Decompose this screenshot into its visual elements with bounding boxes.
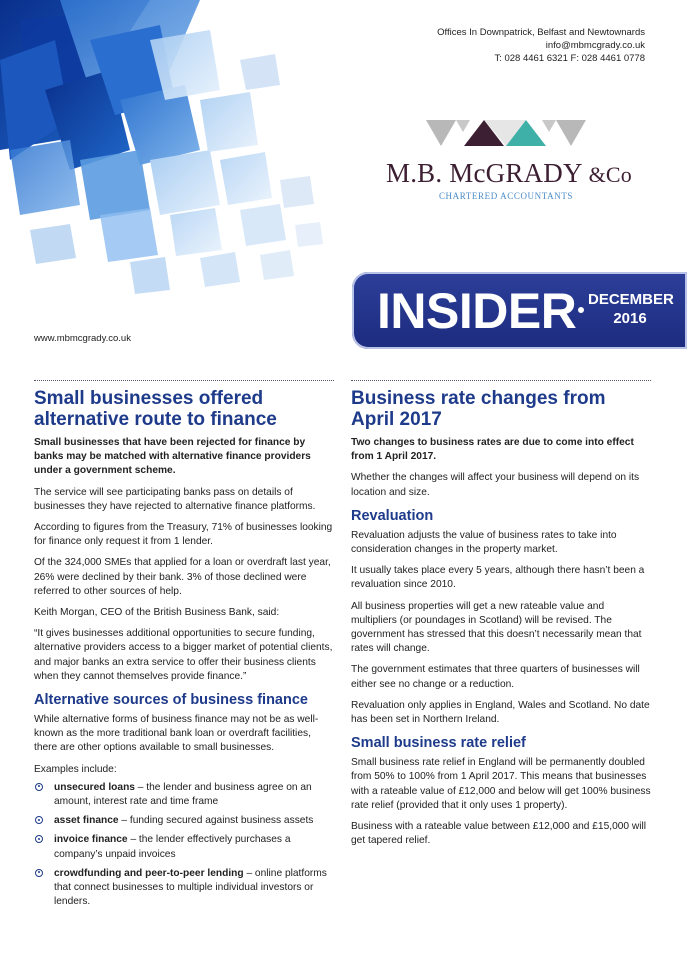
left-article-title: Small businesses offered alternative route to finance xyxy=(34,388,277,430)
left-divider xyxy=(34,380,334,381)
left-subheading: Alternative sources of business finance xyxy=(34,692,308,709)
bullet-icon xyxy=(35,835,43,843)
left-paragraph-4: Keith Morgan, CEO of the British Business Bank, said: xyxy=(34,607,280,619)
right-paragraph-5: The government estimates that three quarters of businesses will either see no change or a reduction. xyxy=(351,664,640,690)
insider-banner xyxy=(352,272,687,349)
company-logo xyxy=(386,120,633,201)
list-item xyxy=(34,833,334,861)
list-item xyxy=(34,867,334,910)
right-paragraph-7: Small business rate relief in England will be permanently doubled from 50% to 100% from 1 April 2017. This means that businesses with a rateable value of £12,000 and below will get 100% business rate relief (provided that it only uses 1 property). xyxy=(351,757,651,811)
right-paragraph-1: Whether the changes will affect your business will depend on its location and size. xyxy=(351,472,640,498)
left-article xyxy=(34,388,334,914)
office-locations: Offices In Downpatrick, Belfast and Newtownards xyxy=(437,27,645,38)
right-article-title: Business rate changes from April 2017 xyxy=(351,388,606,430)
right-article-lead: Two changes to business rates are due to come into effect from 1 April 2017. xyxy=(351,437,634,463)
email-address[interactable]: info@mbmcgrady.co.uk xyxy=(545,40,645,51)
banner-month: DECEMBER xyxy=(588,291,674,308)
phone-fax: T: 028 4461 6321 F: 028 4461 0778 xyxy=(494,53,645,64)
list-item-term: asset finance xyxy=(54,815,119,827)
left-quote: “It gives businesses additional opportunities to secure funding, alternative providers access to a bigger market of potential clients, and major banks an extra service to offer their business clients when they cannot themselves provide finance.” xyxy=(34,628,333,682)
right-paragraph-4: All business properties will get a new rateable value and multipliers (or poundages in Scotland) will be revised. The government has stressed that this doesn’t necessarily mean that rates will change. xyxy=(351,600,642,655)
right-divider xyxy=(351,380,651,381)
banner-dot-icon xyxy=(578,307,584,313)
bullet-icon xyxy=(35,783,43,791)
left-paragraph-3: Of the 324,000 SMEs that applied for a loan or overdraft last year, 26% were declined by their bank. 3% of those declined were referred to other sources of help. xyxy=(34,557,331,597)
banner-title: INSIDER xyxy=(377,283,577,339)
right-paragraph-3: It usually takes place every 5 years, although there hasn’t been a revaluation since 2010. xyxy=(351,565,645,591)
list-item-desc: – online platforms that connect businesses to multiple individual investors or lenders. xyxy=(54,867,327,908)
left-article-lead: Small businesses that have been rejected for finance by banks may be matched with alternative finance providers under a government scheme. xyxy=(34,437,311,477)
list-item-desc: – funding secured against business assets xyxy=(118,815,314,827)
list-item xyxy=(34,814,334,828)
list-item xyxy=(34,781,334,809)
right-article xyxy=(351,388,651,855)
logo-subtitle: CHARTERED ACCOUNTANTS xyxy=(438,191,574,201)
left-paragraph-5: While alternative forms of business finance may not be as well-known as the more traditional bank loan or overdraft facilities, there are other options available to small businesses. xyxy=(34,714,319,754)
logo-name-main: M.B. McGRADY xyxy=(386,158,582,188)
revaluation-heading: Revaluation xyxy=(351,507,434,524)
left-paragraph-1: The service will see participating banks pass on details of businesses they have rejected to alternative finance platforms. xyxy=(34,486,316,512)
list-item-desc: – the lender effectively purchases a company’s unpaid invoices xyxy=(54,834,291,860)
list-item-term: unsecured loans xyxy=(54,781,135,793)
rate-relief-heading: Small business rate relief xyxy=(351,735,526,752)
bullet-icon xyxy=(35,869,43,877)
website-link[interactable]: www.mbmcgrady.co.uk xyxy=(34,333,131,344)
logo-wordmark xyxy=(386,158,633,189)
left-paragraph-2: According to figures from the Treasury, 71% of businesses looking for finance only request it from 1 lender. xyxy=(34,522,333,548)
list-item-term: invoice finance xyxy=(54,834,128,846)
right-paragraph-8: Business with a rateable value between £12,000 and £15,000 will get tapered relief. xyxy=(351,821,647,847)
banner-date xyxy=(588,290,672,328)
examples-list xyxy=(34,781,334,910)
examples-label: Examples include: xyxy=(34,763,117,775)
blue-cubes-artwork xyxy=(0,0,330,320)
logo-mark-icon xyxy=(426,120,586,152)
right-paragraph-6: Revaluation only applies in England, Wales and Scotland. No date has been set in Northern Ireland. xyxy=(351,699,650,726)
bullet-icon xyxy=(35,816,43,824)
contact-details xyxy=(437,26,645,65)
banner-year: 2016 xyxy=(613,310,647,327)
list-item-term: crowdfunding and peer-to-peer lending xyxy=(54,867,244,879)
list-item-desc: – the lender and business agree on an amount, interest rate and time frame xyxy=(54,781,312,808)
logo-name-suffix: &Co xyxy=(588,162,633,187)
right-paragraph-2: Revaluation adjusts the value of business rates to take into consideration changes in the property market. xyxy=(351,529,617,556)
